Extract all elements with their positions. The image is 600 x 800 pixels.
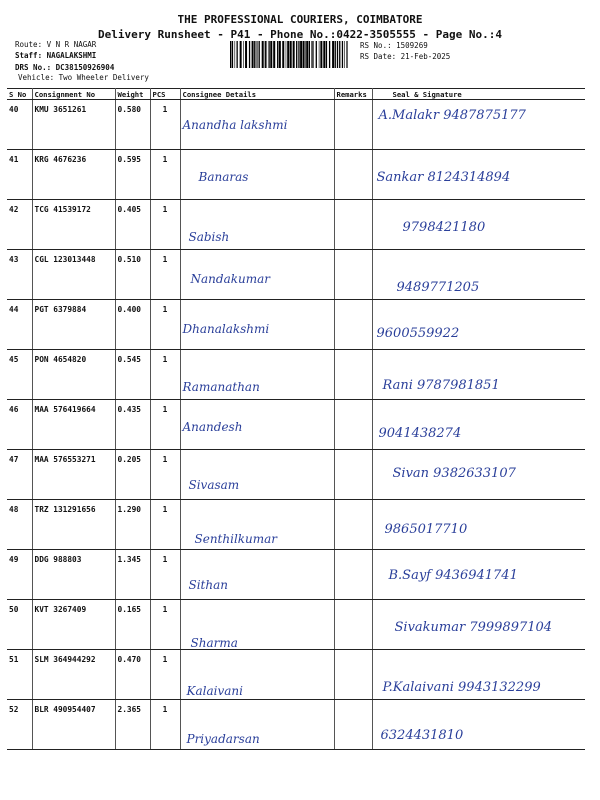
row-signature-cell [372,550,585,600]
handwritten-consignee-name: Sabish [188,230,230,244]
row-pcs: 1 [162,455,168,464]
row-sno-cell [7,400,32,450]
col-header-pcs: PCS [150,89,180,100]
row-consignment-no-cell [32,700,115,750]
barcode-bar [303,41,305,68]
handwritten-signature: 9489771205 [396,280,480,295]
handwritten-consignee-name: Nandakumar [190,272,270,286]
handwritten-signature: 9865017710 [384,522,468,537]
row-weight: 0.545 [117,355,141,364]
row-weight: 0.205 [117,455,141,464]
row-consignment-no: KVT 3267409 [34,605,87,614]
row-remarks-cell [334,300,372,350]
row-sno-cell [7,650,32,700]
col-header-signature: Seal & Signature [372,89,585,100]
row-signature-cell [372,600,585,650]
row-weight-cell [115,250,150,300]
drs-number: DRS No.: DC38150926904 [15,63,115,72]
row-signature-cell [372,350,585,400]
handwritten-consignee-name: Sivasam [188,478,240,492]
row-signature-cell [372,200,585,250]
table-row [7,200,585,250]
row-consignment-no-cell [32,250,115,300]
barcode-bar [332,41,334,68]
row-remarks-cell [334,500,372,550]
row-sno-cell [7,300,32,350]
row-pcs: 1 [162,355,168,364]
row-weight-cell [115,550,150,600]
handwritten-signature: B.Sayf 9436941741 [388,568,518,583]
row-consignee-cell [180,350,334,400]
row-pcs-cell [150,500,180,550]
barcode-bar [298,41,299,68]
handwritten-consignee-name: Sharma [190,636,238,650]
barcode-bar [252,41,254,68]
row-consignment-no-cell [32,350,115,400]
row-consignment-no: MAA 576419664 [34,405,96,414]
row-consignment-no-cell [32,500,115,550]
row-weight-cell [115,150,150,200]
row-sno: 40 [9,105,19,114]
barcode-bar [235,41,236,68]
handwritten-signature: 9041438274 [378,426,462,441]
row-pcs-cell [150,200,180,250]
row-signature-cell [372,300,585,350]
row-sno: 43 [9,255,19,264]
handwritten-consignee-name: Banaras [198,170,249,184]
barcode-bar [262,41,264,68]
table-row [7,500,585,550]
table-row [7,550,585,600]
row-pcs-cell [150,350,180,400]
row-remarks-cell [334,150,372,200]
row-sno: 44 [9,305,19,314]
row-consignment-no-cell [32,400,115,450]
row-pcs: 1 [162,655,168,664]
barcode-bar [254,41,255,68]
row-weight: 1.345 [117,555,141,564]
row-pcs-cell [150,100,180,150]
row-weight: 0.470 [117,655,141,664]
row-remarks-cell [334,700,372,750]
row-signature-cell [372,250,585,300]
handwritten-consignee-name: Priyadarsan [186,732,260,746]
row-sno-cell [7,200,32,250]
barcode-bar [313,41,314,68]
barcode-bar [347,41,348,68]
row-weight: 0.580 [117,105,141,114]
handwritten-signature: Sankar 8124314894 [376,170,511,185]
row-remarks-cell [334,650,372,700]
barcode-bar [316,41,317,68]
table-header-row [7,89,585,100]
row-weight-cell [115,350,150,400]
row-pcs-cell [150,250,180,300]
barcode-bar [240,41,242,68]
barcode-bar [243,41,244,68]
table-row [7,350,585,400]
row-consignment-no: KMU 3651261 [34,105,87,114]
row-consignment-no: CGL 123013448 [34,255,96,264]
row-pcs-cell [150,300,180,350]
row-consignee-cell [180,450,334,500]
row-sno-cell [7,600,32,650]
table-row [7,650,585,700]
col-header-weight: Weight [115,89,150,100]
row-remarks-cell [334,250,372,300]
handwritten-consignee-name: Kalaivani [186,684,243,698]
row-signature-cell [372,150,585,200]
row-remarks-cell [334,550,372,600]
rs-number: RS No.: 1509269 [360,41,428,50]
barcode-bar [245,41,247,68]
route-label: Route: V N R NAGAR [15,40,97,49]
row-pcs: 1 [162,705,168,714]
row-consignment-no-cell [32,550,115,600]
handwritten-consignee-name: Sithan [188,578,228,592]
row-pcs: 1 [162,155,168,164]
row-pcs: 1 [162,555,168,564]
staff-label: Staff: NAGALAKSHMI [15,51,97,60]
barcode-bar [326,41,327,68]
row-weight: 1.290 [117,505,141,514]
handwritten-signature: 9600559922 [376,326,460,341]
row-remarks-cell [334,350,372,400]
handwritten-signature: A.Malakr 9487875177 [378,108,526,123]
handwritten-consignee-name: Ramanathan [182,380,260,394]
row-sno: 45 [9,355,19,364]
row-sno-cell [7,500,32,550]
col-header-sno: S No [7,89,32,100]
row-signature-cell [372,400,585,450]
col-header-consignment: Consignment No [32,89,115,100]
row-sno: 47 [9,455,19,464]
handwritten-signature: 6324431810 [380,728,464,743]
barcode-bar [296,41,297,68]
row-consignee-cell [180,250,334,300]
handwritten-signature: P.Kalaivani 9943132299 [382,680,541,695]
row-consignment-no: SLM 364944292 [34,655,96,664]
row-sno: 49 [9,555,19,564]
row-consignee-cell [180,650,334,700]
barcode-bar [270,41,272,68]
barcode-bar [290,41,292,68]
barcode-bar [342,41,343,68]
barcode-bar [293,41,295,68]
row-signature-cell [372,500,585,550]
runsheet-subtitle: Delivery Runsheet - P41 - Phone No.:0422-3505555 - Page No.:4 [98,28,502,41]
row-weight-cell [115,200,150,250]
row-pcs-cell [150,700,180,750]
row-sno-cell [7,150,32,200]
row-consignment-no-cell [32,100,115,150]
row-weight: 0.435 [117,405,141,414]
row-consignee-cell [180,500,334,550]
row-remarks-cell [334,200,372,250]
table-row [7,100,585,150]
row-sno-cell [7,550,32,600]
row-pcs-cell [150,400,180,450]
row-weight-cell [115,650,150,700]
row-signature-cell [372,650,585,700]
barcode-bar [346,41,347,68]
row-weight: 0.400 [117,305,141,314]
barcode-image [230,41,348,68]
barcode-bar [323,41,325,68]
row-pcs-cell [150,650,180,700]
barcode-bar [279,41,281,68]
table-row [7,700,585,750]
row-consignment-no-cell [32,450,115,500]
row-sno-cell [7,350,32,400]
row-weight: 0.595 [117,155,141,164]
barcode-bar [311,41,312,68]
barcode-bar [232,41,233,68]
barcode-bar [265,41,266,68]
row-weight: 2.365 [117,705,141,714]
barcode-bar [344,41,345,68]
row-signature-cell [372,700,585,750]
row-consignment-no: BLR 490954407 [34,705,96,714]
barcode-bar [266,41,267,68]
table-row [7,450,585,500]
row-sno: 41 [9,155,19,164]
row-pcs: 1 [162,105,168,114]
barcode-bar [309,41,310,68]
row-consignee-cell [180,300,334,350]
row-consignment-no: TCG 41539172 [34,205,91,214]
row-weight-cell [115,700,150,750]
barcode-bar [300,41,302,68]
row-weight: 0.165 [117,605,141,614]
barcode-bar [273,41,275,68]
row-sno-cell [7,700,32,750]
rs-date: RS Date: 21-Feb-2025 [360,52,451,61]
row-weight-cell [115,300,150,350]
row-pcs-cell [150,550,180,600]
barcode-bar [287,41,289,68]
row-consignment-no-cell [32,650,115,700]
row-weight: 0.510 [117,255,141,264]
row-sno-cell [7,450,32,500]
row-weight-cell [115,100,150,150]
row-consignment-no: DDG 988803 [34,555,82,564]
row-sno: 48 [9,505,19,514]
barcode-bar [329,41,330,68]
barcode-bar [320,41,322,68]
row-consignment-no: KRG 4676236 [34,155,87,164]
row-consignment-no: PON 4654820 [34,355,87,364]
col-header-consignee: Consignee Details [180,89,334,100]
row-weight-cell [115,500,150,550]
row-sno: 52 [9,705,19,714]
row-pcs: 1 [162,605,168,614]
row-consignee-cell [180,400,334,450]
runsheet-title: THE PROFESSIONAL COURIERS, COIMBATORE [177,13,423,26]
barcode-bar [230,41,231,68]
row-consignee-cell [180,550,334,600]
row-remarks-cell [334,600,372,650]
table-row [7,600,585,650]
barcode-bar [256,41,257,68]
row-consignment-no: PGT 6379884 [34,305,87,314]
barcode-bar [306,41,308,68]
col-header-remarks: Remarks [334,89,372,100]
row-sno: 50 [9,605,19,614]
row-sno: 46 [9,405,19,414]
barcode-bar [237,41,238,68]
row-pcs-cell [150,450,180,500]
row-consignment-no-cell [32,200,115,250]
row-sno-cell [7,100,32,150]
row-pcs: 1 [162,305,168,314]
row-consignment-no-cell [32,600,115,650]
handwritten-signature: Sivakumar 7999897104 [394,620,553,635]
row-weight-cell [115,400,150,450]
handwritten-consignee-name: Dhanalakshmi [182,322,270,336]
handwritten-signature: Sivan 9382633107 [392,466,516,481]
row-consignment-no: MAA 576553271 [34,455,96,464]
row-consignment-no-cell [32,300,115,350]
barcode-bar [277,41,278,68]
table-row [7,300,585,350]
handwritten-signature: 9798421180 [402,220,486,235]
row-sno: 51 [9,655,19,664]
row-pcs-cell [150,150,180,200]
row-consignee-cell [180,200,334,250]
barcode-bar [319,41,320,68]
row-pcs: 1 [162,405,168,414]
row-signature-cell [372,100,585,150]
table-row [7,400,585,450]
handwritten-signature: Rani 9787981851 [382,378,500,393]
runsheet-table [7,88,585,750]
row-weight-cell [115,450,150,500]
row-pcs: 1 [162,505,168,514]
row-signature-cell [372,450,585,500]
row-consignment-no-cell [32,150,115,200]
row-consignee-cell [180,700,334,750]
handwritten-consignee-name: Anandha lakshmi [182,118,288,132]
row-weight-cell [115,600,150,650]
row-sno: 42 [9,205,19,214]
row-consignee-cell [180,100,334,150]
table-row [7,250,585,300]
vehicle-label: Vehicle: Two Wheeler Delivery [18,73,149,82]
barcode-bar [339,41,340,68]
row-remarks-cell [334,400,372,450]
row-weight: 0.405 [117,205,141,214]
barcode-bar [259,41,260,68]
barcode-bar [335,41,336,68]
row-remarks-cell [334,100,372,150]
handwritten-consignee-name: Anandesh [182,420,243,434]
row-remarks-cell [334,450,372,500]
handwritten-consignee-name: Senthilkumar [194,532,278,546]
row-sno-cell [7,250,32,300]
row-pcs: 1 [162,205,168,214]
row-pcs-cell [150,600,180,650]
barcode-bar [286,41,287,68]
table-row [7,150,585,200]
row-consignee-cell [180,600,334,650]
barcode-bar [305,41,306,68]
row-consignment-no: TRZ 131291656 [34,505,96,514]
barcode-bar [282,41,284,68]
barcode-bar [268,41,269,68]
row-pcs: 1 [162,255,168,264]
barcode-bar [249,41,250,68]
barcode-bar [337,41,338,68]
row-consignee-cell [180,150,334,200]
barcode-bar [257,41,258,68]
